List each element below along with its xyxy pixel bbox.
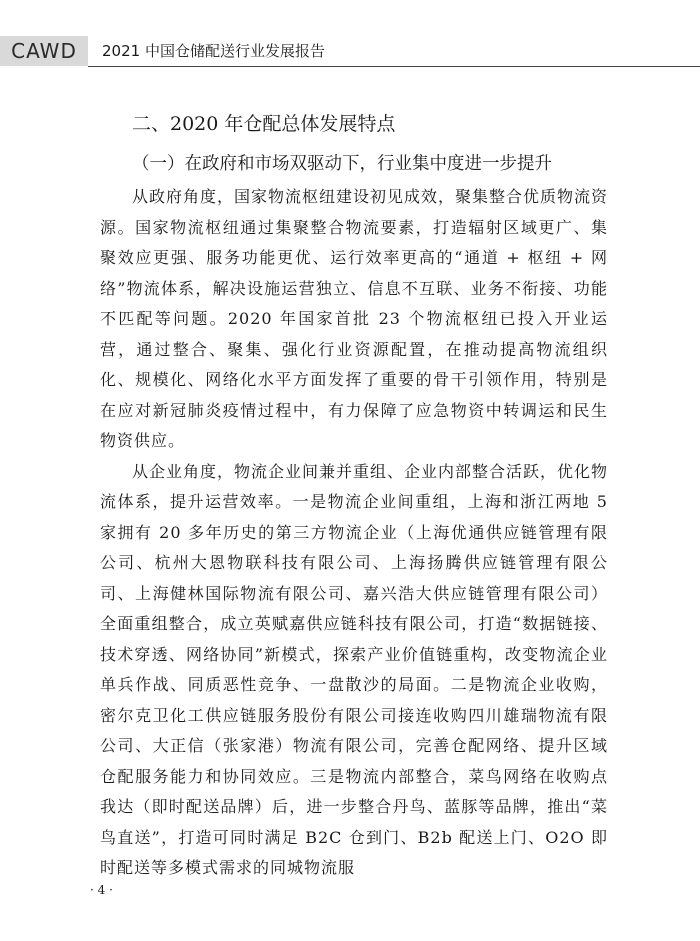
header-divider <box>88 66 700 67</box>
paragraph-enterprise: 从企业角度，物流企业间兼并重组、企业内部整合活跃，优化物流体系，提升运营效率。一是物流企业间重组，上海和浙江两地 5 家拥有 20 多年历史的第三方物流企业（上海优通供应链管理有限公司、杭州大恩物联科技有限公司、上海扬腾供应链管理有限公司、上海健林国际物流有限公司、嘉兴浩大供应链管理有限公司）全面重组整合，成立英赋嘉供应链科技有限公司，打造“数据链接、技术穿透、网络协同”新模式，探索产业价值链重构，改变物流企业单兵作战、同质恶性竞争、一盘散沙的局面。二是物流企业收购，密尔克卫化工供应链服务股份有限公司接连收购四川雄瑞物流有限公司、大正信（张家港）物流有限公司，完善仓配网络、提升区域仓配服务能力和协同效应。三是物流内部整合，菜鸟网络在收购点我达（即时配送品牌）后，进一步整合丹鸟、蓝豚等品牌，推出“菜鸟直送”，打造可同时满足 B2C 仓到门、B2b 配送上门、O2O 即时配送等多模式需求的同城物流服 <box>100 461 609 877</box>
body-text <box>100 182 608 884</box>
report-title: 2021 中国仓储配送行业发展报告 <box>102 42 325 60</box>
subsection-title: （一）在政府和市场双驱动下，行业集中度进一步提升 <box>132 154 552 174</box>
page-number: · 4 · <box>90 883 113 897</box>
cawd-logo: CAWD <box>0 36 88 66</box>
section-title: 二、2020 年仓配总体发展特点 <box>132 113 396 135</box>
paragraph-government: 从政府角度，国家物流枢纽建设初见成效，聚集整合优质物流资源。国家物流枢纽通过集聚整合物流要素，打造辐射区域更广、集聚效应更强、服务功能更优、运行效率更高的“通道 + 枢纽 + 网络”物流体系，解决设施运营独立、信息不互联、业务不衔接、功能不匹配等问题。2020 年国家首批 23 个物流枢纽已投入开业运营，通过整合、聚集、强化行业资源配置，在推动提高物流组织化、规模化、网络化水平方面发挥了重要的骨干引领作用，特别是在应对新冠肺炎疫情过程中，有力保障了应急物资中转调运和民生物资供应。 <box>100 187 609 450</box>
page-header <box>0 36 700 70</box>
